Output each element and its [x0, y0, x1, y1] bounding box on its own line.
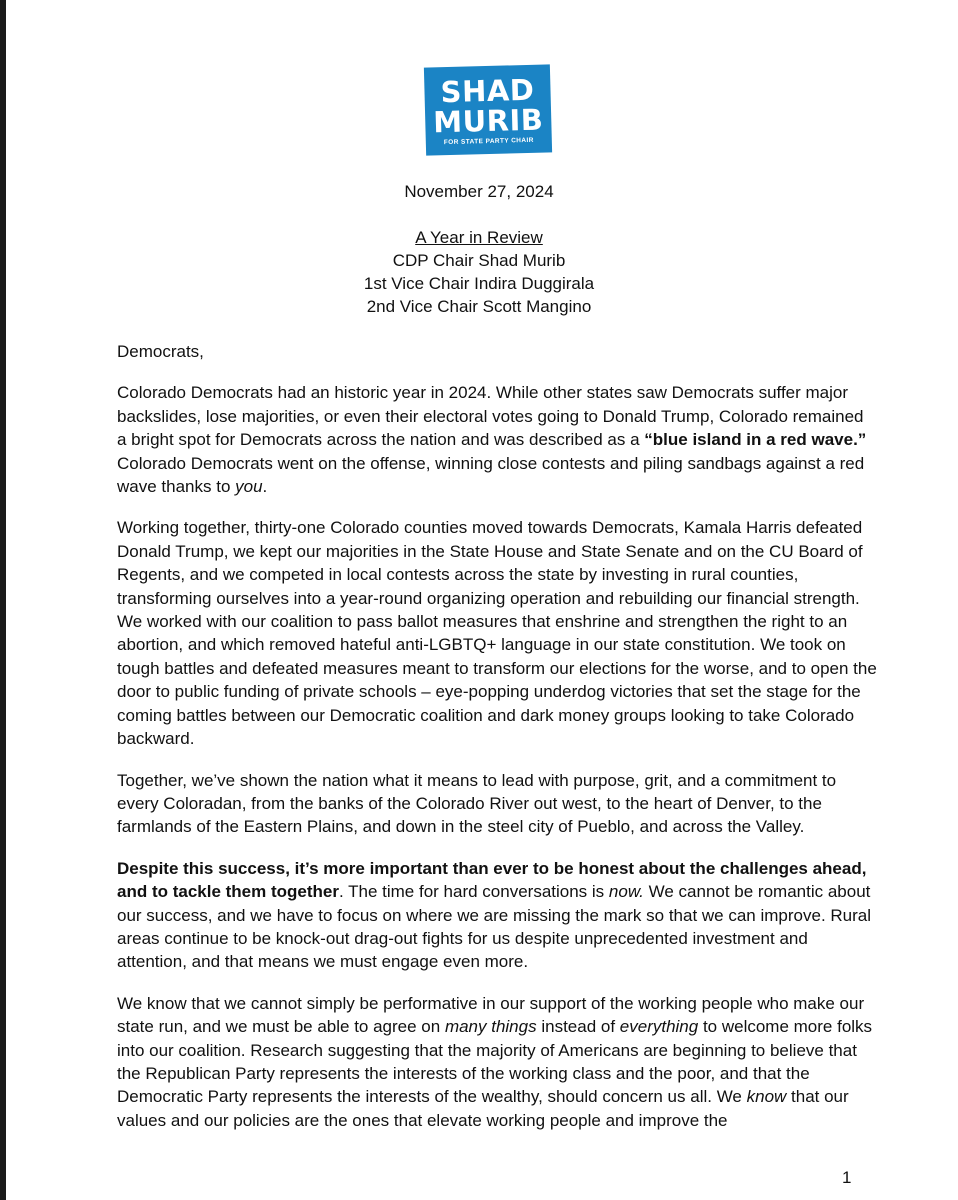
logo-line-1: SHAD — [440, 72, 535, 109]
letter-chair: CDP Chair Shad Murib — [392, 251, 566, 270]
paragraph-2: Working together, thirty-one Colorado counties moved towards Democrats, Kamala Harris defeated Donald Trump, we kept our majorities in the State House and State Senate and on the CU Board of Regents, and we competed in local contests across the state by investing in rural counties, transforming ourselves into a year-round organizing operation and rebuilding our financial strength. We worked with our coalition to pass ballot measures that enshrine and strengthen the right to an abortion, and which removed hateful anti-LGBTQ+ language in our state constitution. We took on tough battles and defeated measures meant to transform our elections for the worse, and to open the door to public funding of private schools – eye-popping underdog victories that set the stage for the coming battles between our Democratic coalition and dark money groups looking to take Colorado backward. — [117, 518, 877, 749]
p5-italic-know: know — [746, 1087, 787, 1107]
p4-text-b: . The time for hard conversations is — [338, 882, 609, 902]
p1-bold-quote: “blue island in a red wave.” — [644, 430, 867, 450]
letter-vice-chair-1: 1st Vice Chair Indira Duggirala — [363, 274, 595, 293]
p5-text-e: to welcome more folks into our coalition. Research suggesting that the majority of Americans are beginning to believe that the Republican Party represents the interests of the working class and the poor, and that the Democratic Party represents the interests of the wealthy, should concern us all. We — [117, 1017, 873, 1107]
p5-italic-many-things: many things — [444, 1017, 537, 1037]
letter-title — [0, 227, 958, 249]
logo-tagline: FOR STATE PARTY CHAIR — [443, 136, 534, 146]
p5-text-c: instead of — [536, 1017, 620, 1037]
campaign-logo — [424, 64, 552, 155]
p4-bold-lead: Despite this success, it’s more important than ever to be honest about the challenges ahead, and to tackle them together — [117, 858, 867, 902]
page-left-border — [0, 0, 6, 1200]
letter-body — [117, 340, 877, 1150]
p5-italic-everything: everything — [619, 1017, 699, 1037]
p4-text-d: We cannot be romantic about our success, and we have to focus on where we are missing the mark so that we can improve. Rural areas continue to be knock-out drag-out fights for us despite unprecedented investment and attention, and that means we must engage even more. — [117, 882, 872, 972]
p5-text-a: We know that we cannot simply be performative in our support of the working people who make our state run, and we must be able to agree on — [117, 993, 865, 1037]
letter-date: November 27, 2024 — [404, 182, 554, 201]
salutation: Democrats, — [117, 342, 204, 361]
p1-text-a: Colorado Democrats had an historic year in 2024. While other states saw Democrats suffer major backslides, lose majorities, or even their electoral votes going to Donald Trump, Colorado remained a bright spot for Democrats across the nation and was described as a — [117, 383, 864, 450]
letter-vice-chair-2: 2nd Vice Chair Scott Mangino — [366, 297, 592, 316]
p1-text-e: . — [262, 477, 268, 497]
p1-text-c: Colorado Democrats went on the offense, winning close contests and piling sandbags against a red wave thanks to — [117, 453, 865, 497]
paragraph-4 — [117, 857, 877, 974]
p1-italic-you: you — [235, 477, 263, 497]
letter-title-text: A Year in Review — [415, 228, 543, 247]
p4-italic-now: now. — [608, 882, 644, 902]
page-number: 1 — [842, 1168, 852, 1187]
paragraph-5 — [117, 992, 877, 1132]
paragraph-1 — [117, 381, 877, 498]
paragraph-3: Together, we’ve shown the nation what it means to lead with purpose, grit, and a commitment to every Coloradan, from the banks of the Colorado River out west, to the heart of Denver, to the farmlands of the Eastern Plains, and down in the steel city of Pueblo, and across the Valley. — [117, 770, 837, 837]
logo-line-2: MURIB — [432, 102, 544, 139]
p5-text-g: that our values and our policies are the ones that elevate working people and improve the — [117, 1087, 849, 1130]
